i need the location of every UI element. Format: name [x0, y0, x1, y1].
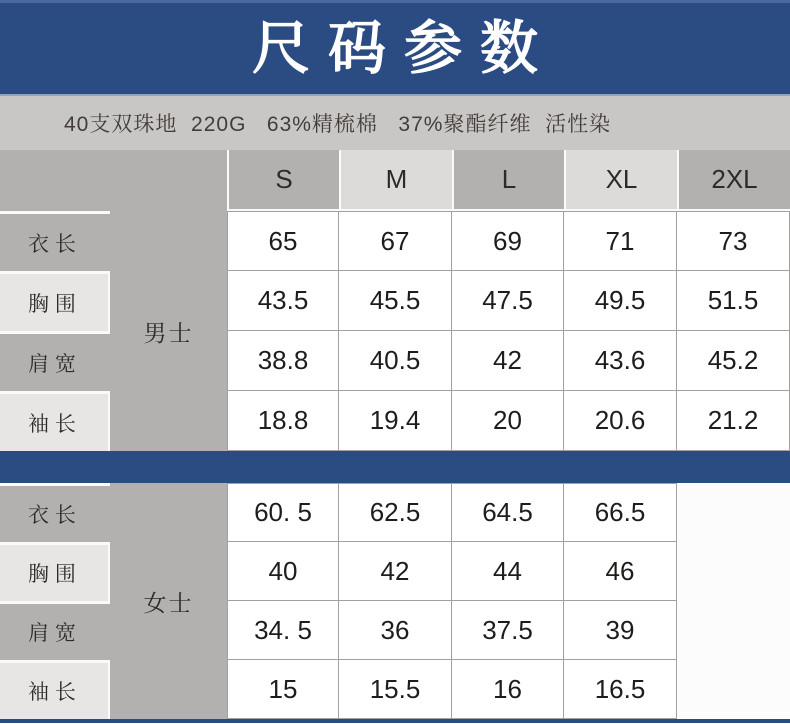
women-shoulder-m: 36 — [339, 601, 452, 660]
men-sleeve-m: 19.4 — [339, 391, 452, 451]
women-group-label: 女士 — [110, 483, 227, 719]
women-sleeve-m: 15.5 — [339, 660, 452, 719]
men-shoulder-s: 38.8 — [227, 331, 339, 391]
fabric-spec-bar — [0, 96, 790, 150]
women-sleeve-l: 16 — [452, 660, 564, 719]
men-sleeve-2xl: 21.2 — [677, 391, 790, 451]
women-shoulder-s: 34. 5 — [227, 601, 339, 660]
men-group-label: 男士 — [110, 211, 227, 451]
women-row-label-sleeve: 袖 长 — [0, 660, 110, 719]
men-shoulder-xl: 43.6 — [564, 331, 677, 391]
men-length-xl: 71 — [564, 211, 677, 271]
women-row-label-shoulder: 肩 宽 — [0, 601, 110, 660]
men-length-2xl: 73 — [677, 211, 790, 271]
women-empty-column — [677, 483, 790, 719]
women-shoulder-xl: 39 — [564, 601, 677, 660]
women-length-s: 60. 5 — [227, 483, 339, 542]
header-corner — [0, 150, 227, 211]
women-size-table — [0, 483, 790, 719]
women-length-m: 62.5 — [339, 483, 452, 542]
fabric-spec-text: 40支双珠地 220G 63%精梳棉 37%聚酯纤维 活性染 — [64, 113, 612, 136]
men-size-table — [0, 150, 790, 451]
size-header-s: S — [227, 150, 339, 211]
men-row-label-shoulder: 肩 宽 — [0, 331, 110, 391]
men-row-label-chest: 胸 围 — [0, 271, 110, 331]
men-length-l: 69 — [452, 211, 564, 271]
women-length-l: 64.5 — [452, 483, 564, 542]
page-title: 尺码参数 — [251, 15, 556, 81]
men-chest-s: 43.5 — [227, 271, 339, 331]
women-chest-s: 40 — [227, 542, 339, 601]
women-sleeve-s: 15 — [227, 660, 339, 719]
men-sleeve-l: 20 — [452, 391, 564, 451]
men-sleeve-xl: 20.6 — [564, 391, 677, 451]
women-chest-xl: 46 — [564, 542, 677, 601]
men-sleeve-s: 18.8 — [227, 391, 339, 451]
men-chest-l: 47.5 — [452, 271, 564, 331]
women-chest-m: 42 — [339, 542, 452, 601]
men-row-label-length: 衣 长 — [0, 211, 110, 271]
women-length-xl: 66.5 — [564, 483, 677, 542]
men-shoulder-m: 40.5 — [339, 331, 452, 391]
size-header-xl: XL — [564, 150, 677, 211]
women-row-label-length: 衣 长 — [0, 483, 110, 542]
women-chest-l: 44 — [452, 542, 564, 601]
bottom-edge-bar — [0, 719, 790, 723]
men-chest-xl: 49.5 — [564, 271, 677, 331]
men-row-label-sleeve: 袖 长 — [0, 391, 110, 451]
men-shoulder-2xl: 45.2 — [677, 331, 790, 391]
size-header-m: M — [339, 150, 452, 211]
men-chest-2xl: 51.5 — [677, 271, 790, 331]
women-row-label-chest: 胸 围 — [0, 542, 110, 601]
men-length-s: 65 — [227, 211, 339, 271]
size-header-2xl: 2XL — [677, 150, 790, 211]
title-banner — [0, 0, 790, 96]
section-divider-bar — [0, 451, 790, 483]
men-length-m: 67 — [339, 211, 452, 271]
women-sleeve-xl: 16.5 — [564, 660, 677, 719]
men-shoulder-l: 42 — [452, 331, 564, 391]
men-chest-m: 45.5 — [339, 271, 452, 331]
women-shoulder-l: 37.5 — [452, 601, 564, 660]
size-header-l: L — [452, 150, 564, 211]
